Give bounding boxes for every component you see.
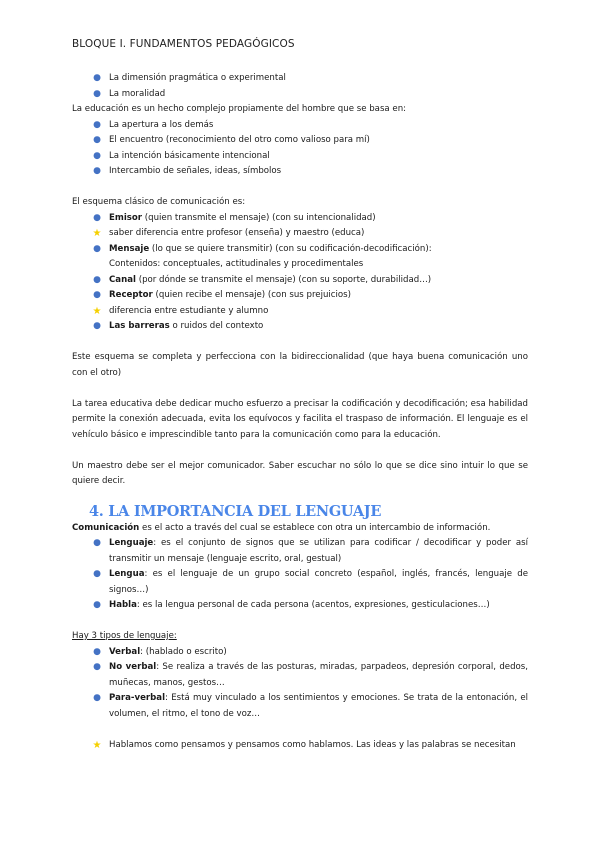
paragraph: Un maestro debe ser el mejor comunicador. Saber escuchar no sólo lo que se dice sino intuir lo que se quiere decir. [72,460,528,486]
bullet-icon: ● [93,538,101,548]
list-item: ● Emisor (quien transmite el mensaje) (con su intencionalidad) [72,211,528,227]
bullet-icon: ● [93,600,101,610]
bullet-icon: ● [93,119,101,130]
bullet-icon: ● [93,662,101,672]
section-heading: 4. LA IMPORTANCIA DEL LENGUAJE [89,502,382,520]
paragraph: La tarea educativa debe dedicar mucho esfuerzo a precisar la codificación y decodificación; esa habilidad permite la conexión adecuada, evita los equívocos y facilita el traspaso de información. El lenguaje es el vehículo básico e imprescindible tanto para la comunicación como para la educación. [72,398,528,440]
list-item: ● Canal (por dónde se transmite el mensaje) (con su soporte, durabilidad…) [72,273,528,289]
list-item: ● Intercambio de señales, ideas, símbolos [72,164,528,180]
list-item: ★ Hablamos como pensamos y pensamos como hablamos. Las ideas y las palabras se necesitan [72,738,528,754]
list-item: ● Receptor (quien recibe el mensaje) (con sus prejuicios) [72,288,528,304]
list-item: ● Las barreras o ruidos del contexto [72,319,528,335]
list-item: ● Para-verbal: Está muy vinculado a los sentimientos y emociones. Se trata de la entonación, el volumen, el ritmo, el tono de voz… [93,693,528,719]
list-item: ● Lengua: es el lenguaje de un grupo social concreto (español, inglés, francés, lenguaje de signos…) [93,569,528,595]
bullet-icon: ● [93,212,101,223]
list-item-continuation: Contenidos: conceptuales, actitudinales y procedimentales [109,259,364,269]
list-item: ● No verbal: Se realiza a través de las posturas, miradas, parpadeos, depresión corporal, dedos, muñecas, manos, gestos… [93,662,528,688]
bullet-icon: ● [93,646,101,657]
paragraph: El esquema clásico de comunicación es: [72,197,246,207]
bullet-icon: ● [93,274,101,285]
paragraph: Comunicación es el acto a través del cual se establece con otra un intercambio de información. [72,522,491,533]
list-item: ● La apertura a los demás [72,118,528,134]
bullet-icon: ● [93,166,101,176]
paragraph: La educación es un hecho complejo propiamente del hombre que se basa en: [72,104,407,114]
bullet-icon: ● [93,569,101,579]
bullet-icon: ● [93,321,101,331]
list-item: ★ diferencia entre estudiante y alumno [72,304,528,320]
bullet-icon: ● [93,290,101,300]
bullet-icon: ● [93,88,101,99]
list-item: ● El encuentro (reconocimiento del otro como valioso para mí) [72,133,528,149]
list-item: ● La moralidad [72,87,528,103]
list-item: ● Habla: es la lengua personal de cada persona (acentos, expresiones, gesticulaciones…) [72,598,528,614]
paragraph: Este esquema se completa y perfecciona con la bidireccionalidad (que haya buena comunicación uno con el otro) [72,352,528,378]
star-icon: ★ [92,305,102,317]
list-item: ● La intención básicamente intencional [72,149,528,165]
star-icon: ★ [92,228,102,239]
list-item: ● Mensaje (lo que se quiere transmitir) (con su codificación-decodificación): [72,242,528,258]
page-content [72,71,528,753]
list-item: ● Verbal: (hablado o escrito) [72,645,528,661]
bullet-icon: ● [93,73,101,83]
bullet-icon: ● [93,243,101,254]
star-icon: ★ [92,739,102,751]
bullet-icon: ● [93,150,101,161]
page-header: BLOQUE I. FUNDAMENTOS PEDAGÓGICOS [72,38,295,50]
list-item: ● La dimensión pragmática o experimental [72,71,528,87]
list-item: ● Lenguaje: es el conjunto de signos que se utilizan para codificar / decodificar y poder así transmitir un mensaje (lenguaje escrito, oral, gestual) [93,538,528,564]
paragraph: Hay 3 tipos de lenguaje: [72,631,177,641]
bullet-icon: ● [93,135,101,145]
bullet-icon: ● [93,693,101,703]
list-item: ★ saber diferencia entre profesor (enseña) y maestro (educa) [72,226,528,242]
